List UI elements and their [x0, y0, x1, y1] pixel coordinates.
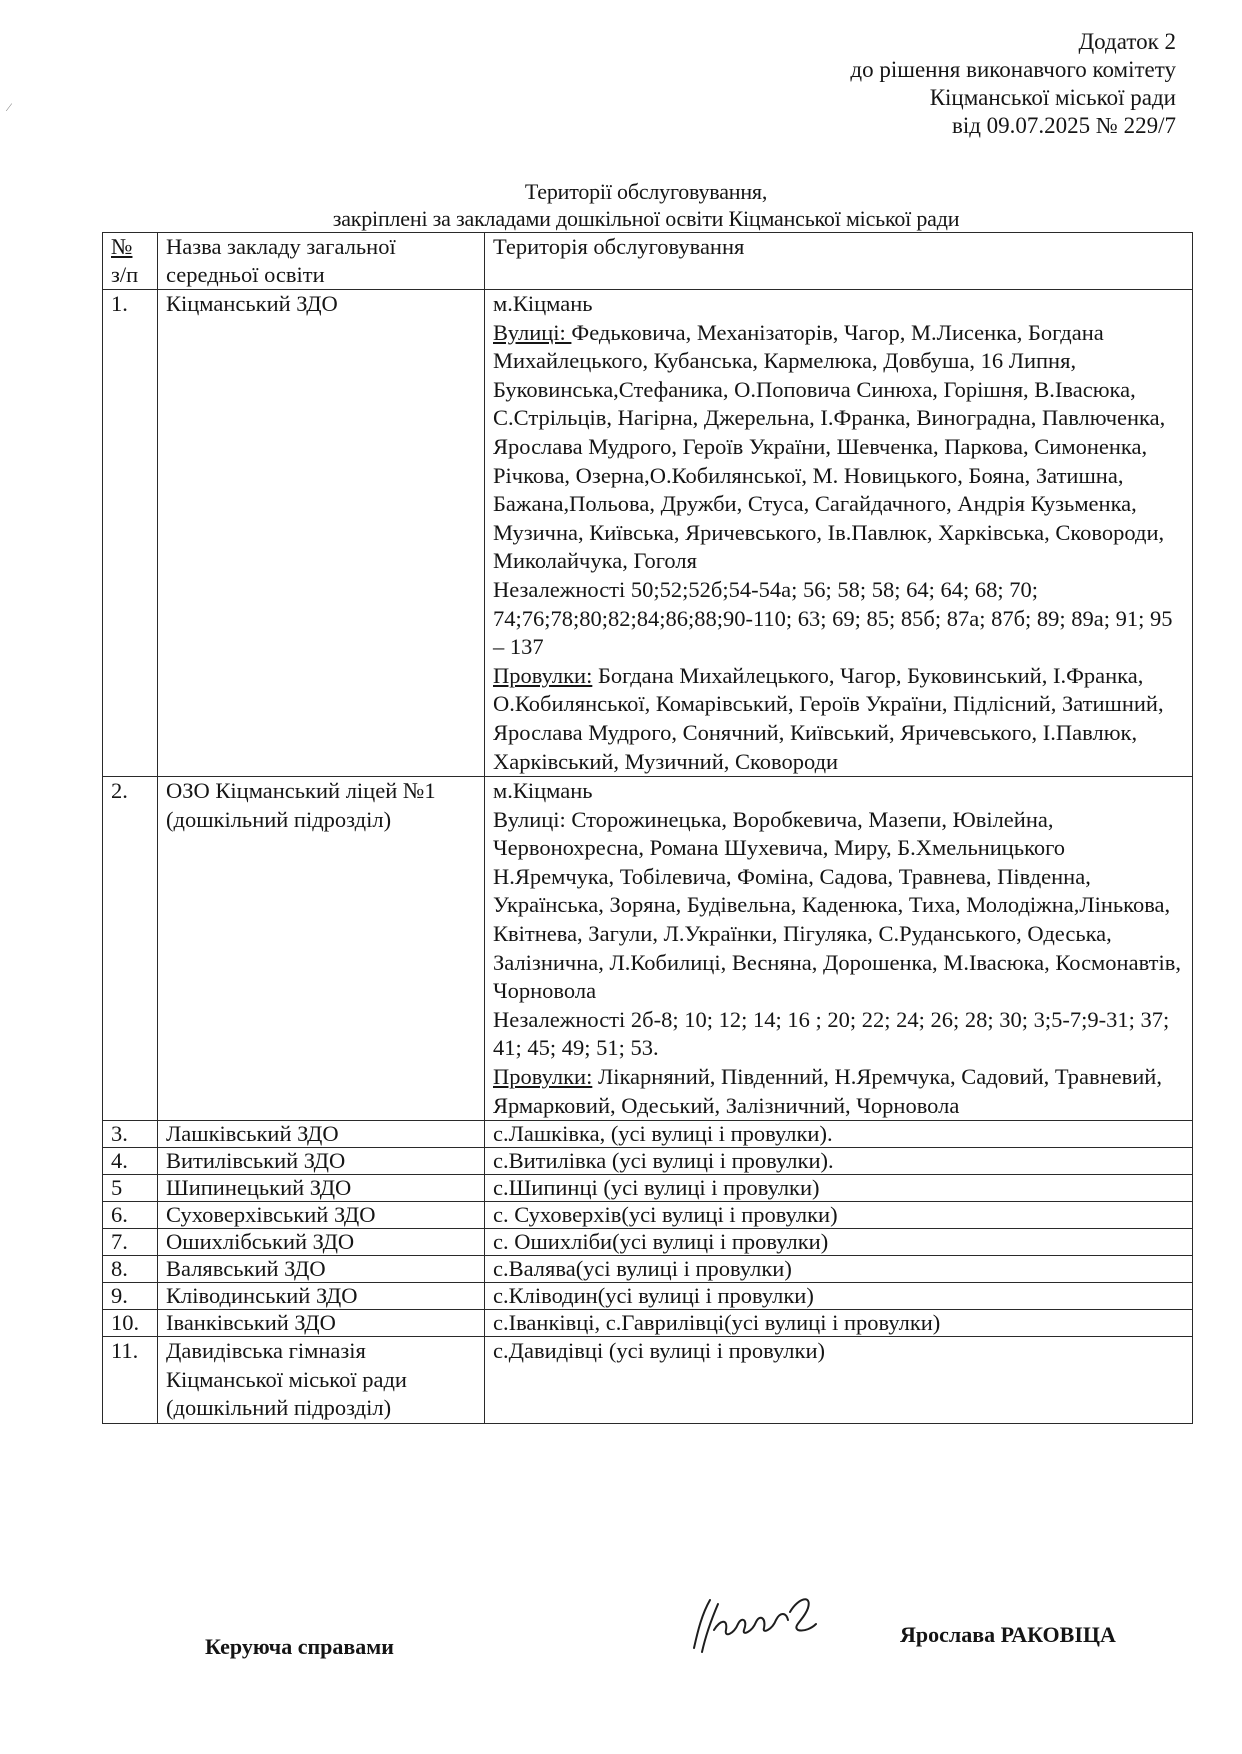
appendix-stamp	[656, 28, 1176, 140]
table-row	[103, 1121, 1193, 1148]
institution-name: Іванківський ЗДО	[158, 1310, 485, 1337]
streets-label: Вулиці:	[493, 806, 572, 832]
header-name-line-1: Назва закладу загальної	[166, 234, 396, 259]
row-number: 8.	[103, 1256, 158, 1283]
institution-name: Лашківський ЗДО	[158, 1121, 485, 1148]
row-number: 7.	[103, 1229, 158, 1256]
row-number: 6.	[103, 1202, 158, 1229]
streets-block	[493, 319, 1186, 576]
institution-name: Кіцманський ЗДО	[158, 290, 485, 777]
table-header-row	[103, 233, 1193, 290]
header-number	[103, 233, 158, 290]
institution-name: Кліводинський ЗДО	[158, 1283, 485, 1310]
table-row	[103, 1229, 1193, 1256]
table-row	[103, 1148, 1193, 1175]
territory-cell: с.Іванківці, с.Гаврилівці(усі вулиці і провулки)	[485, 1310, 1193, 1337]
territory-cell: с. Суховерхів(усі вулиці і провулки)	[485, 1202, 1193, 1229]
handwritten-signature	[680, 1590, 840, 1660]
table-row	[103, 290, 1193, 777]
header-number-sign: №	[111, 234, 133, 259]
institution-name: Суховерхівський ЗДО	[158, 1202, 485, 1229]
row-number: 5	[103, 1175, 158, 1202]
decision-reference: до рішення виконавчого комітету	[850, 57, 1176, 82]
lanes-block	[493, 1063, 1186, 1120]
territory-cell	[485, 777, 1193, 1121]
scan-mark: ⁄	[8, 100, 11, 114]
header-territory: Територія обслуговування	[485, 233, 1193, 290]
row-number: 4.	[103, 1148, 158, 1175]
row-number: 2.	[103, 777, 158, 1121]
row-number: 9.	[103, 1283, 158, 1310]
streets-list: Сторожинецька, Воробкевича, Мазепи, Ювілейна, Червонохресна, Романа Шухевича, Миру, Б.Хмельницького Н.Яремчука, Тобілевича, Фоміна, Садова, Травнева, Південна, Українська, Зоряна, Будівельна, Каденюка, Тиха, Молодіжна,Лінькова, Квітнева, Загули, Л.Українки, Пігуляка, С.Руданського, Одеська, Залізнична, Л.Кобилиці, Весняна, Дорошенка, М.Івасюка, Космонавтів, Чорновола	[493, 806, 1181, 1004]
decision-date-number: від 09.07.2025 № 229/7	[951, 113, 1176, 138]
territory-cell: с.Валява(усі вулиці і провулки)	[485, 1256, 1193, 1283]
table-row	[103, 1283, 1193, 1310]
territory-cell: с.Витилівка (усі вулиці і провулки).	[485, 1148, 1193, 1175]
territory-cell: с.Лашківка, (усі вулиці і провулки).	[485, 1121, 1193, 1148]
row-number: 3.	[103, 1121, 158, 1148]
institution-name: Витилівський ЗДО	[158, 1148, 485, 1175]
row-number: 1.	[103, 290, 158, 777]
table-row	[103, 1337, 1193, 1424]
signatory-position: Керуюча справами	[205, 1634, 394, 1659]
institution-name: Ошихлібський ЗДО	[158, 1229, 485, 1256]
title-line-2: закріплені за закладами дошкільної освіти Кіцманської міської ради	[332, 206, 960, 231]
institution-name: Давидівська гімназія Кіцманської міської ради (дошкільний підрозділ)	[158, 1337, 485, 1424]
territory-cell	[485, 290, 1193, 777]
institution-name: Валявський ЗДО	[158, 1256, 485, 1283]
institution-name: ОЗО Кіцманський ліцей №1 (дошкільний підрозділ)	[158, 777, 485, 1121]
row-number: 10.	[103, 1310, 158, 1337]
lanes-label: Провулки:	[493, 1064, 593, 1090]
lanes-list: Богдана Михайлецького, Чагор, Буковинський, І.Франка, О.Кобилянської, Комарівський, Героїв України, Підлісний, Затишний, Ярослава Мудрого, Сонячний, Київський, Яричевського, І.Павлюк, Харківський, Музичний, Сковороди	[493, 662, 1164, 774]
table-row	[103, 1310, 1193, 1337]
header-institution-name	[158, 233, 485, 290]
appendix-number: Додаток 2	[1078, 29, 1176, 54]
territory-cell: с.Шипинці (усі вулиці і провулки)	[485, 1175, 1193, 1202]
header-number-abbr: з/п	[111, 262, 139, 287]
header-name-line-2: середньої освіти	[166, 262, 325, 287]
document-title	[100, 178, 1192, 232]
streets-block	[493, 806, 1186, 1006]
council-name: Кіцманської міської ради	[929, 85, 1176, 110]
city-name: м.Кіцмань	[493, 778, 593, 804]
service-territories-table	[102, 232, 1193, 1424]
lanes-label: Провулки:	[493, 662, 593, 688]
streets-label: Вулиці:	[493, 319, 572, 345]
lanes-block	[493, 662, 1186, 776]
lanes-list: Лікарняний, Південний, Н.Яремчука, Садовий, Травневий, Ярмарковий, Одеський, Залізничний, Чорновола	[493, 1064, 1162, 1118]
institution-name: Шипинецький ЗДО	[158, 1175, 485, 1202]
table-row	[103, 777, 1193, 1121]
city-name: м.Кіцмань	[493, 291, 593, 316]
territory-cell: с. Ошихліби(усі вулиці і провулки)	[485, 1229, 1193, 1256]
territory-cell: с.Давидівці (усі вулиці і провулки)	[485, 1337, 1193, 1424]
table-row	[103, 1175, 1193, 1202]
house-numbers: Незалежності 2б-8; 10; 12; 14; 16 ; 20; 22; 24; 26; 28; 30; 3;5-7;9-31; 37; 41; 45; 49; 51; 53.	[493, 1006, 1170, 1061]
house-numbers: Незалежності 50;52;52б;54-54а; 56; 58; 58; 64; 64; 68; 70; 74;76;78;80;82;84;86;88;90-110; 63; 69; 85; 85б; 87а; 87б; 89; 89а; 91; 95 – 137	[493, 576, 1173, 660]
territory-cell: с.Кліводин(усі вулиці і провулки)	[485, 1283, 1193, 1310]
table-row	[103, 1256, 1193, 1283]
signatory-name: Ярослава РАКОВІЦА	[900, 1622, 1116, 1647]
row-number: 11.	[103, 1337, 158, 1424]
table-row	[103, 1202, 1193, 1229]
title-line-1: Території обслуговування,	[524, 179, 768, 204]
streets-list: Федьковича, Механізаторів, Чагор, М.Лисенка, Богдана Михайлецького, Кубанська, Кармелюка, Довбуша, 16 Липня, Буковинська,Стефаника, О.Поповича Синюха, Горішня, В.Івасюка, С.Стрільців, Нагірна, Джерельна, І.Франка, Виноградна, Павлюченка, Ярослава Мудрого, Героїв України, Шевченка, Паркова, Симоненка, Річкова, Озерна,О.Кобилянської, М. Новицького, Бояна, Затишна, Бажана,Польова, Дружби, Стуса, Сагайдачного, Андрія Кузьменка, Музична, Київська, Яричевського, Ів.Павлюк, Харківська, Сковороди, Миколайчука, Гоголя	[493, 319, 1166, 574]
